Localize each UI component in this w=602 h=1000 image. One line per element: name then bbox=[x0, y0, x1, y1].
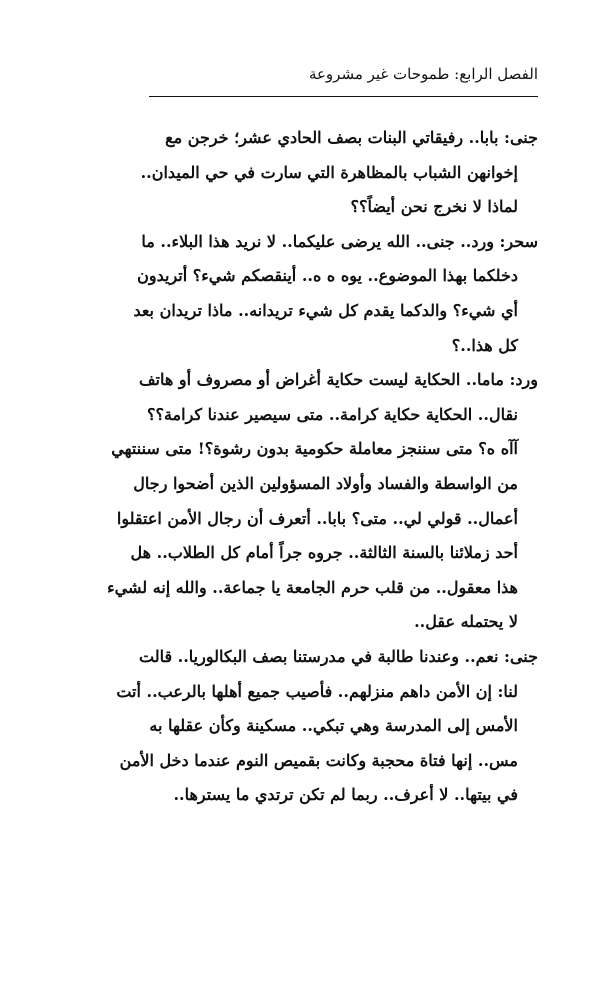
text-line: لماذا لا نخرج نحن أيضاً؟؟ bbox=[350, 197, 518, 217]
text-line: أحد زملائنا بالسنة الثالثة.. جروه جراً أمام كل الطلاب.. هل bbox=[130, 543, 518, 563]
text-line: الأمس إلى المدرسة وهي تبكي.. مسكينة وكأن عقلها به bbox=[149, 716, 518, 736]
text-line: إخوانهن الشباب بالمظاهرة التي سارت في حي الميدان.. bbox=[140, 162, 518, 182]
header-rule bbox=[149, 96, 538, 97]
paragraph bbox=[58, 640, 538, 813]
text-line: مس.. إنها فتاة محجبة وكانت بقميص النوم عندما دخل الأمن bbox=[119, 750, 518, 770]
text-line: لنا: إن الأمن داهم منزلهم.. فأصيب جميع أهلها بالرعب.. أتت bbox=[116, 681, 518, 701]
text-line: آآه ه؟ متى سننجز معاملة حكومية بدون رشوة؟! متى سننتهي bbox=[111, 439, 518, 459]
text-line: ورد: ماما.. الحكاية ليست حكاية أغراض أو مصروف أو هاتف bbox=[138, 370, 538, 390]
text-line: كل هذا..؟ bbox=[451, 335, 518, 355]
text-line: سحر: ورد.. جنى.. الله يرضى عليكما.. لا نريد هذا البلاء.. ما bbox=[141, 231, 538, 251]
paragraph bbox=[58, 363, 538, 640]
paragraph bbox=[58, 121, 538, 225]
text-line: جنى: نعم.. وعندنا طالبة في مدرستنا بصف البكالوريا.. قالت bbox=[138, 646, 538, 666]
text-line: جنى: بابا.. رفيقاتي البنات بصف الحادي عشر؛ خرجن مع bbox=[165, 128, 538, 147]
text-line: هذا معقول.. من قلب حرم الجامعة يا جماعة.. والله إنه لشيء bbox=[107, 577, 518, 597]
text-line: من الواسطة والفساد وأولاد المسؤولين الذين أضحوا رجال bbox=[133, 473, 518, 493]
running-head: الفصل الرابع: طموحات غير مشروعة bbox=[308, 65, 538, 83]
text-line: أعمال.. قولي لي.. متى؟ بابا.. أتعرف أن رجال الأمن اعتقلوا bbox=[116, 508, 518, 528]
text-line: نقال.. الحكاية حكاية كرامة.. متى سيصير عندنا كرامة؟؟ bbox=[146, 404, 518, 424]
body-text bbox=[58, 121, 538, 813]
paragraph bbox=[58, 225, 538, 363]
text-line: أي شيء؟ والدكما يقدم كل شيء تريدانه.. ماذا تريدان بعد bbox=[133, 300, 518, 320]
text-line: في بيتها.. لا أعرف.. ربما لم تكن ترتدي ما يسترها.. bbox=[173, 785, 518, 805]
text-line: لا يحتمله عقل.. bbox=[414, 612, 518, 632]
text-line: دخلكما بهذا الموضوع.. يوه ه ه.. أينقصكم شيء؟ أتريدون bbox=[137, 266, 518, 286]
